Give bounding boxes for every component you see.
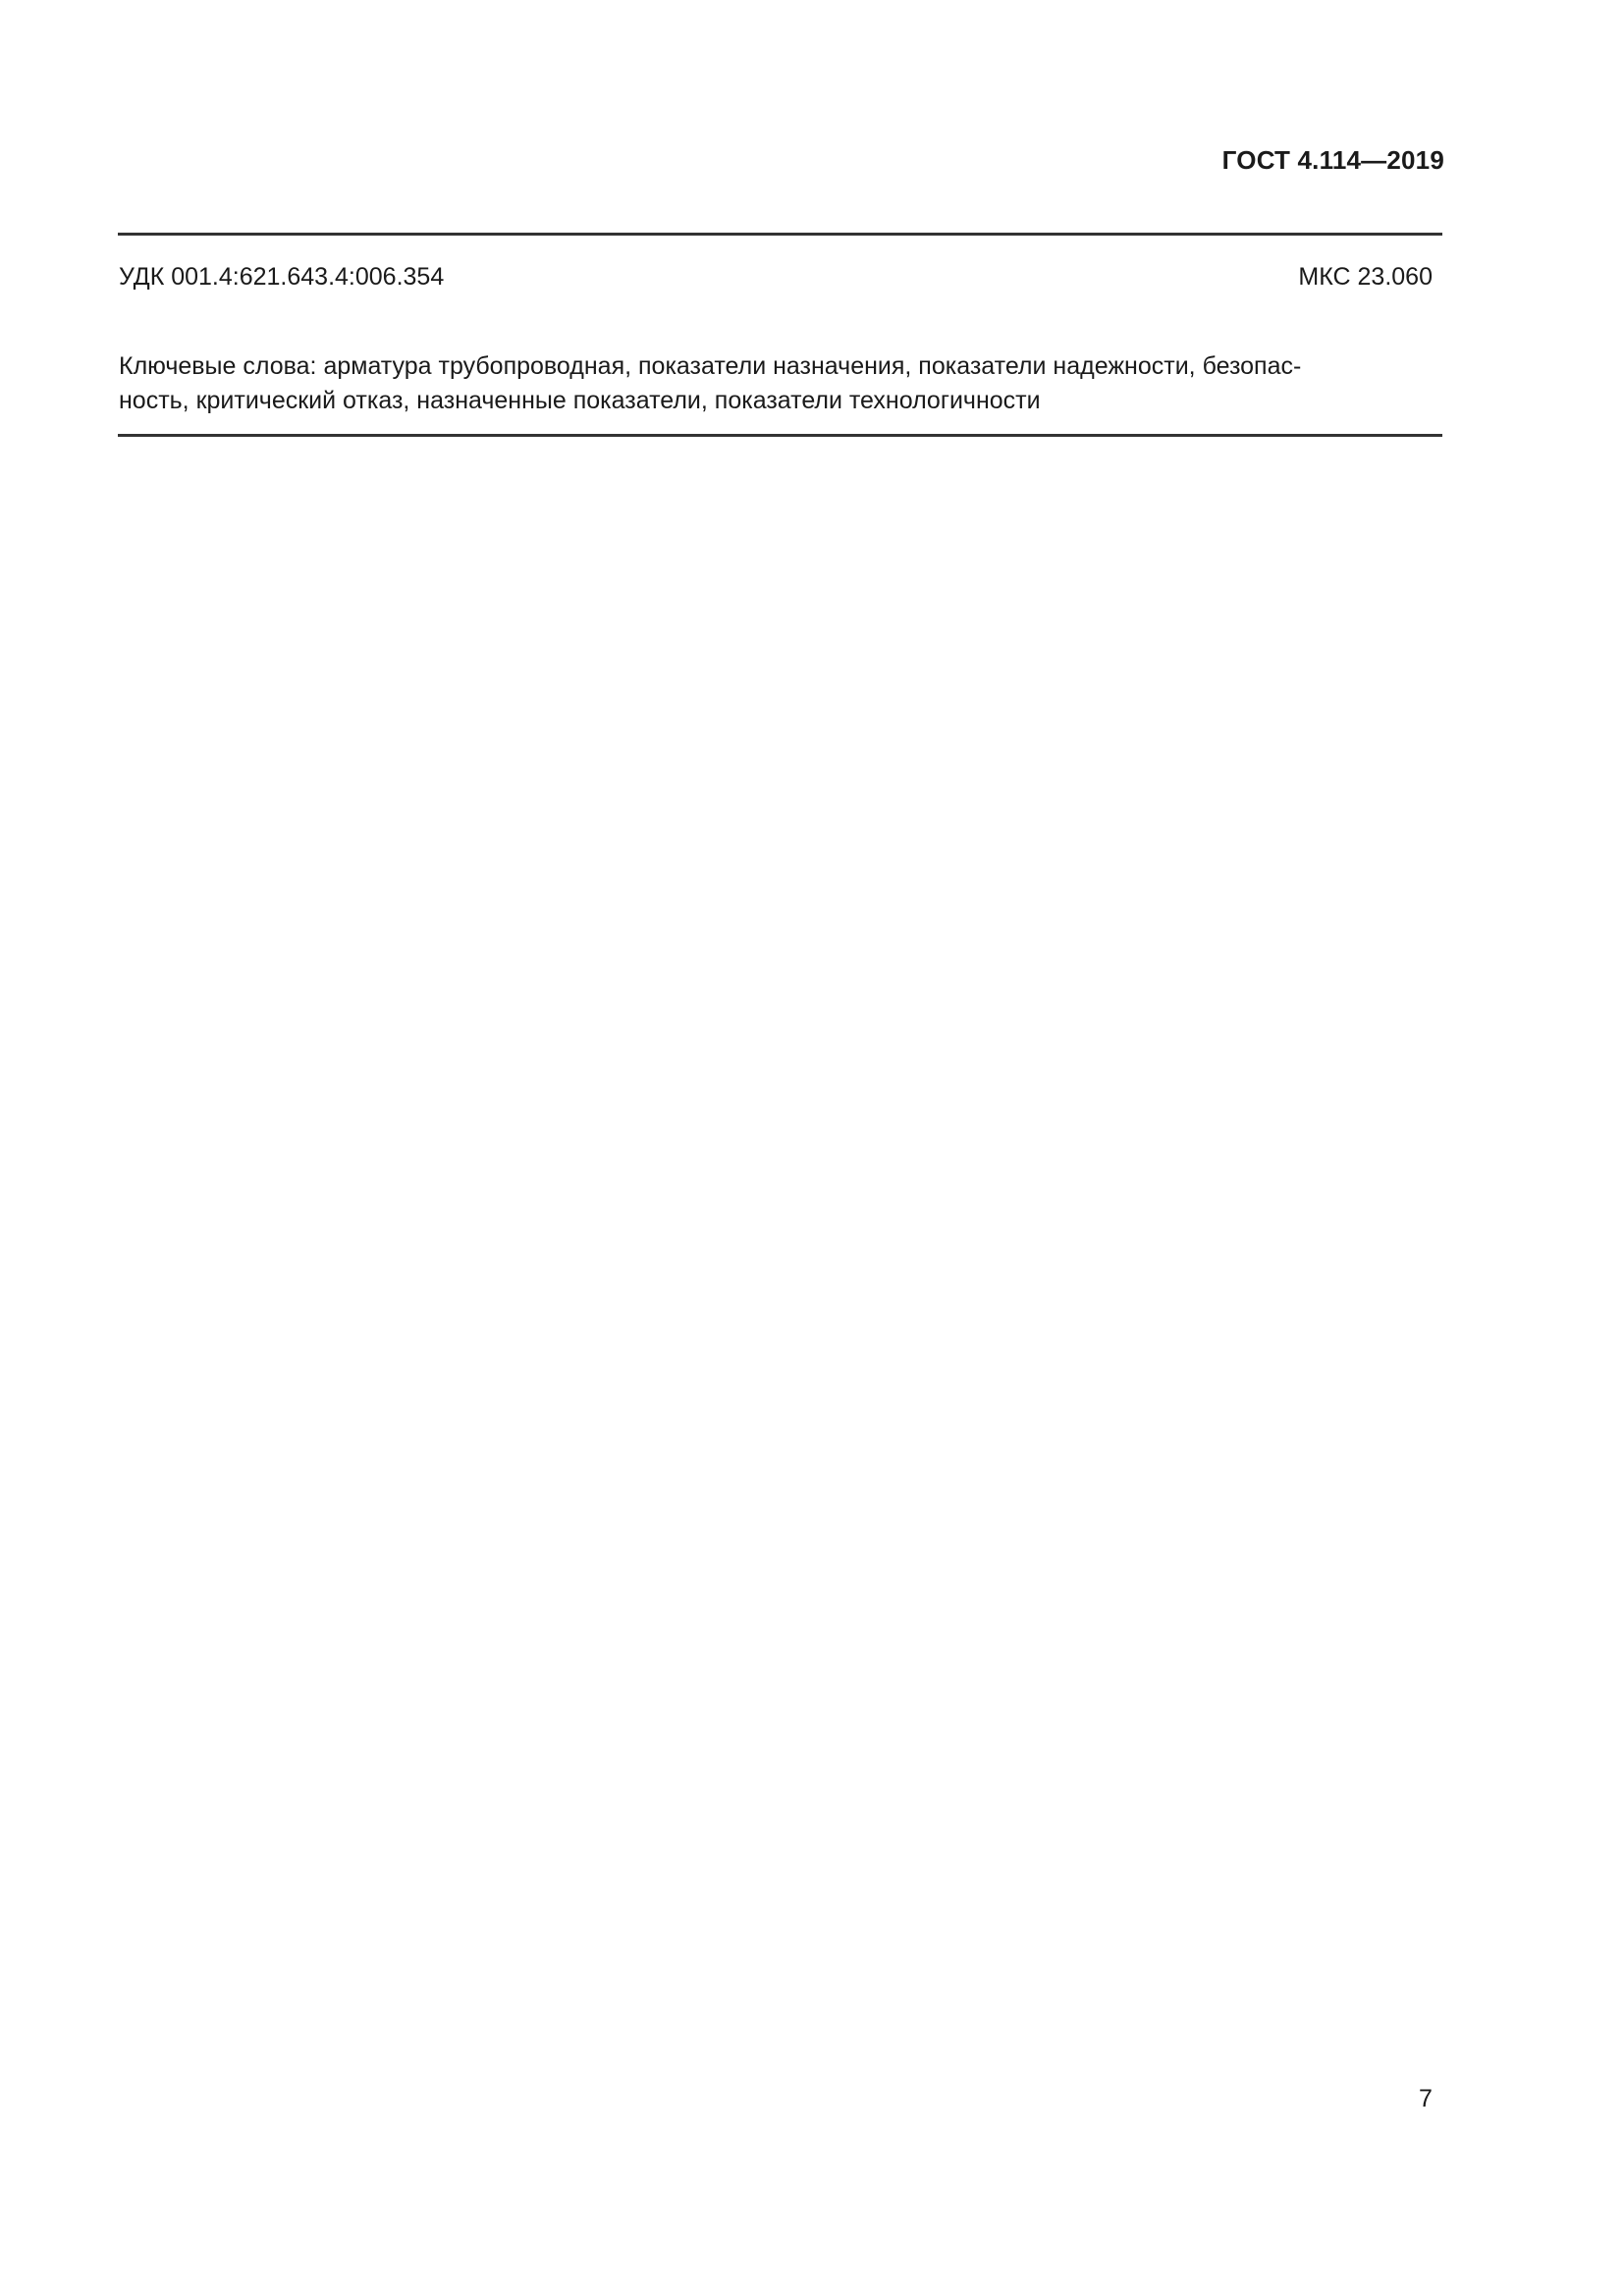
bottom-divider <box>118 434 1442 437</box>
keywords-line: ность, критический отказ, назначенные показатели, показатели технологичности <box>119 387 1041 414</box>
document-code: ГОСТ 4.114—2019 <box>1221 145 1444 175</box>
udk-code: УДК 001.4:621.643.4:006.354 <box>119 263 445 291</box>
keywords-line: Ключевые слова: арматура трубопроводная, показатели назначения, показатели надежности, безопас- <box>119 352 1302 380</box>
keywords-block <box>119 349 1444 418</box>
top-divider <box>118 233 1442 236</box>
page-number: 7 <box>1419 2085 1433 2112</box>
mks-code: МКС 23.060 <box>1298 263 1433 291</box>
